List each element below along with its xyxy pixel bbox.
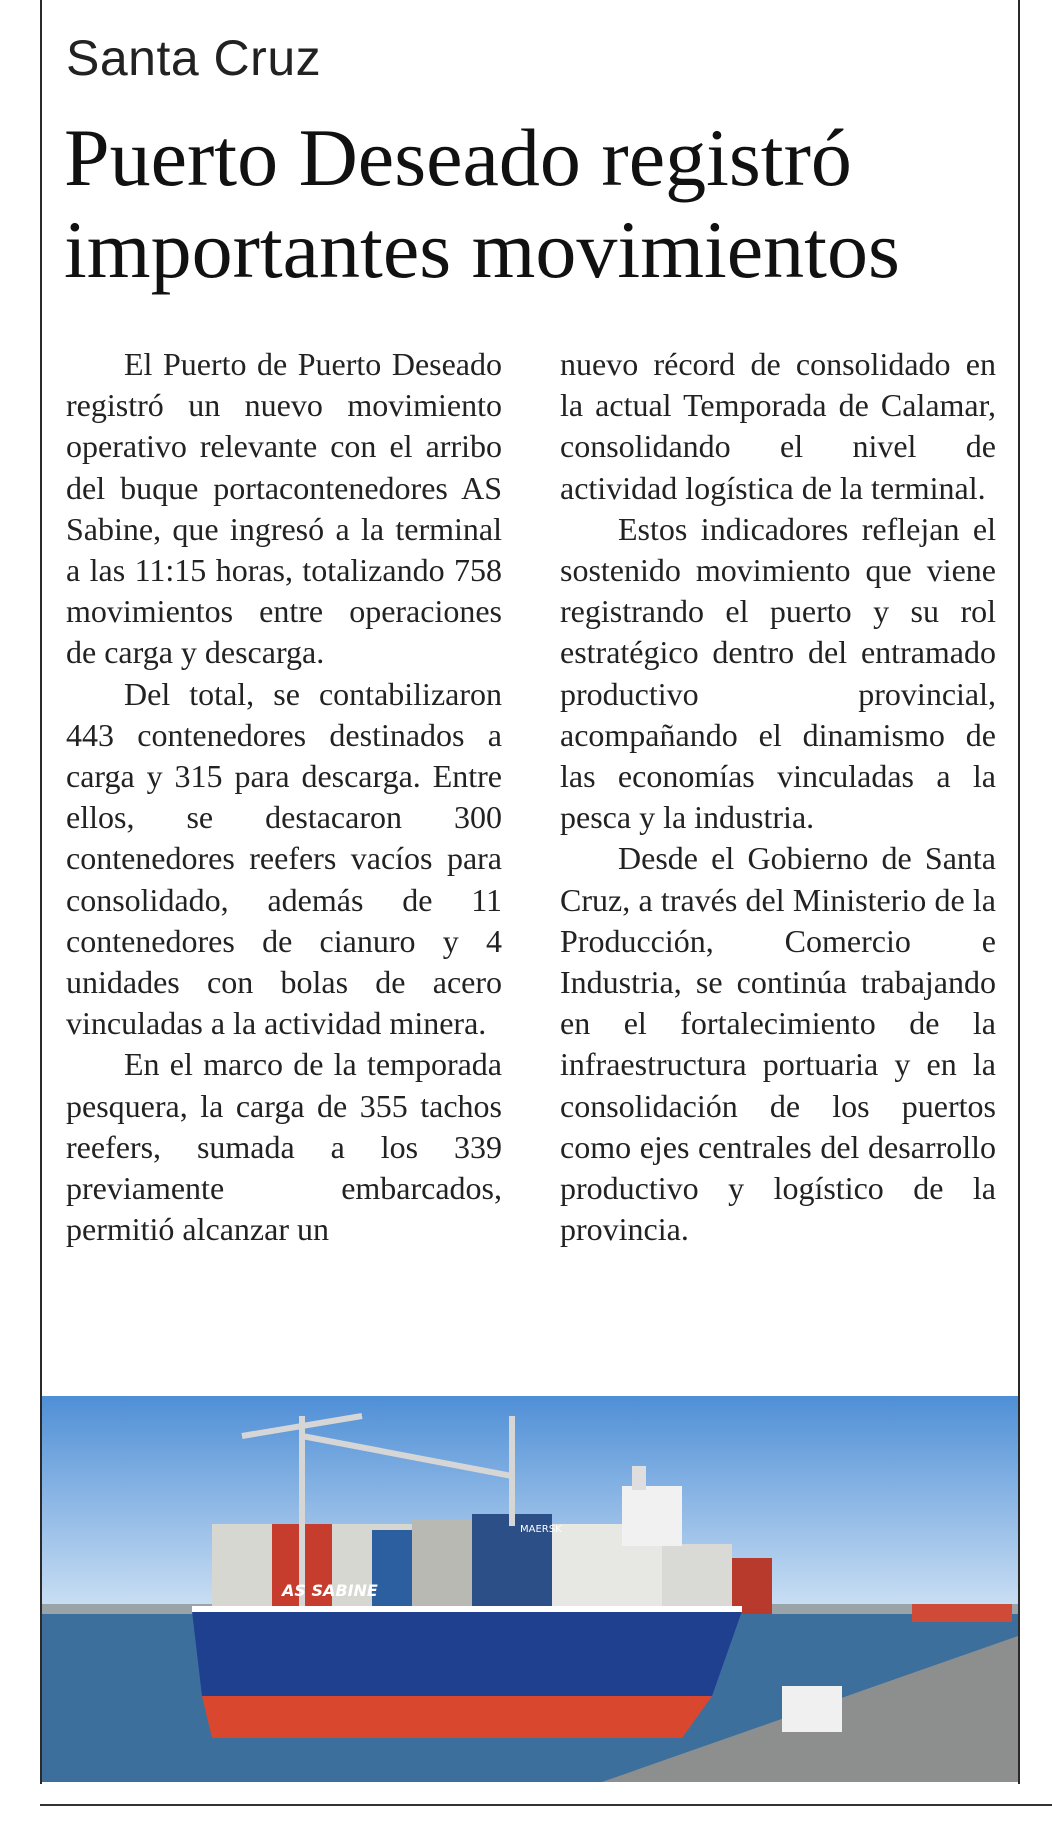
article-column-right: [560, 344, 996, 1250]
article-photo: [42, 1396, 1018, 1782]
ship-hull-red: [202, 1696, 712, 1738]
paragraph: Estos indicadores reflejan el sostenido movimiento que viene registrando el puerto y su rol estratégico dentro del entramado productivo provincial, acompañando el dinamismo de las economías vinculadas a la pesca y la industria.: [560, 510, 996, 836]
ship-hull-blue: [192, 1611, 742, 1696]
page-divider: [40, 1804, 1052, 1806]
article-headline: Puerto Deseado registró importantes movimientos: [64, 112, 900, 295]
paragraph: El Puerto de Puerto Deseado registró un nuevo movimiento operativo relevante con el arribo del buque portacontenedores AS Sabine, que ingresó a la terminal a las 11:15 horas, totalizando 758 movimientos entre operaciones de carga y descarga.: [66, 346, 502, 671]
paragraph-continued: nuevo récord de consolidado en la actual Temporada de Calamar, consolidando el nivel de actividad logística de la terminal.: [560, 346, 996, 506]
paragraph: En el marco de la temporada pesquera, la carga de 355 tachos reefers, sumada a los 339 previamente embarcados, permitió alcanzar un: [66, 1046, 502, 1248]
paragraph: Desde el Gobierno de Santa Cruz, a través del Ministerio de la Producción, Comercio e Industria, se continúa trabajando en el fortalecimiento de la infraestructura portuaria y en la consolidación de los puertos como ejes centrales del desarrollo productivo y logístico de la provincia.: [560, 840, 996, 1248]
container-ship-photo: [42, 1396, 1018, 1782]
section-label: Santa Cruz: [66, 30, 322, 86]
bridge: [622, 1486, 682, 1546]
article-column-left: [66, 344, 502, 1250]
paragraph: Del total, se contabilizaron 443 contenedores destinados a carga y 315 para descarga. Entre ellos, se destacaron 300 contenedores reefers vacíos para consolidado, además de 11 contenedores de cianuro y 4 unidades con bolas de acero vinculadas a la actividad minera.: [66, 675, 502, 1042]
container-brand-label: MAERSK: [520, 1524, 562, 1535]
ship-name-label: AS SABINE: [282, 1581, 378, 1600]
